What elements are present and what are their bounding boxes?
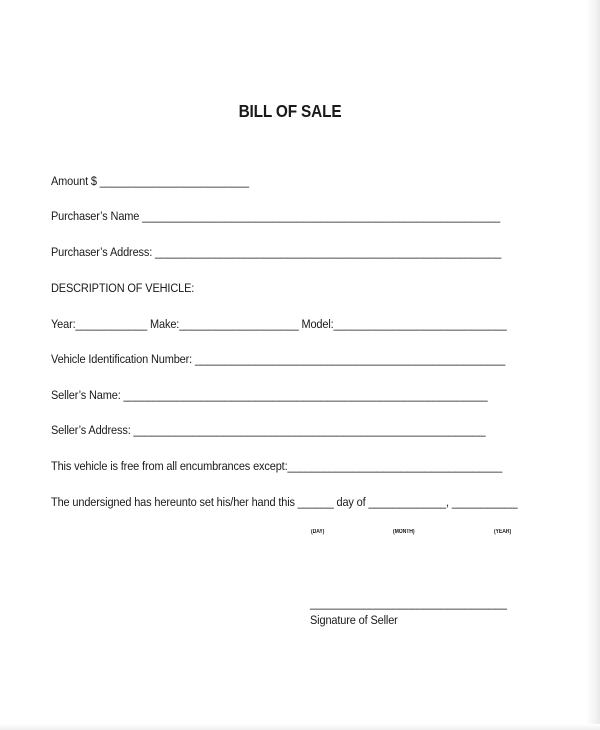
seller-name-field: Seller’s Name: _____________________________________________________________	[51, 388, 488, 402]
amount-field: Amount $ _________________________	[51, 174, 249, 188]
seller-address-field: Seller’s Address: ___________________________________________________________	[51, 423, 486, 437]
undersigned-date-field: The undersigned has hereunto set his/her hand this ______ day of _____________, ___________	[51, 495, 518, 509]
description-heading: DESCRIPTION OF VEHICLE:	[51, 281, 195, 295]
page-bottom-shadow	[0, 724, 600, 730]
encumbrances-field: This vehicle is free from all encumbrances except:____________________________________	[51, 459, 503, 473]
vin-field: Vehicle Identification Number: ____________________________________________________	[51, 352, 506, 366]
day-label: (DAY)	[311, 529, 325, 535]
signature-label: Signature of Seller	[310, 613, 398, 627]
document-title: BILL OF SALE	[238, 101, 342, 121]
purchaser-name-field: Purchaser’s Name ____________________________________________________________	[51, 209, 501, 223]
purchaser-address-field: Purchaser’s Address: __________________________________________________________	[51, 245, 502, 259]
year-label: (YEAR)	[494, 529, 512, 535]
signature-line: _________________________________	[310, 596, 507, 610]
year-make-model-field: Year:____________ Make:____________________ Model:_____________________________	[51, 317, 507, 331]
page-edge-shadow	[586, 0, 600, 730]
month-label: (MONTH)	[393, 529, 415, 535]
